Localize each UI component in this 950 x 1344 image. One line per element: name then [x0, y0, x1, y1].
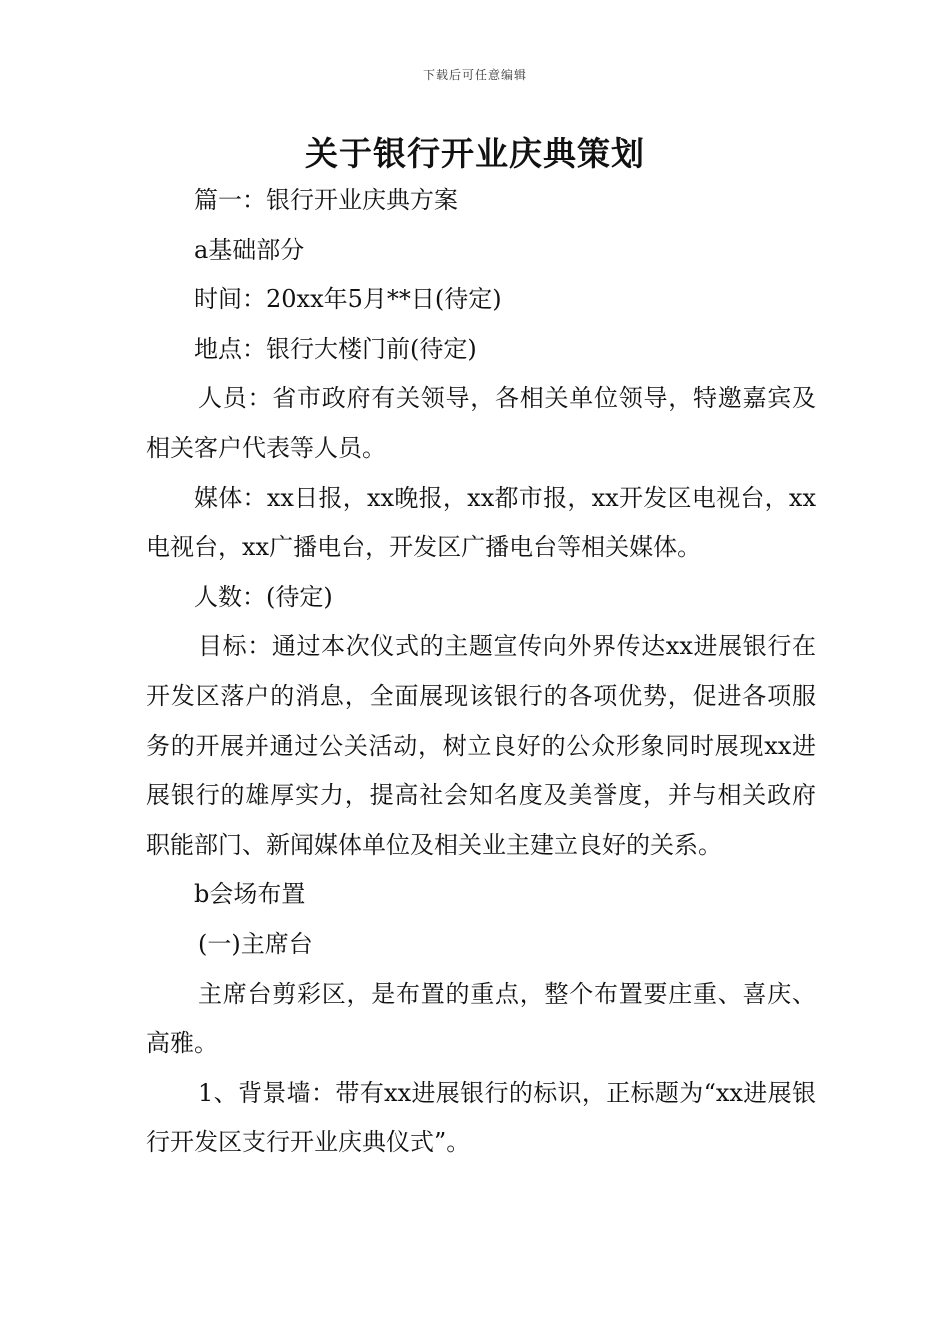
paragraph-media: 媒体：xx日报，xx晚报，xx都市报，xx开发区电视台，xx电视台，xx广播电台，开发区广播电台等相关媒体。: [146, 483, 816, 562]
subsection-heading: a基础部分: [194, 235, 305, 264]
document-body: [146, 176, 816, 1168]
subsection-heading: b会场布置: [194, 880, 306, 909]
paragraph-location: 地点：银行大楼门前(待定): [194, 334, 477, 363]
paragraph-attendees: 人员：省市政府有关领导，各相关单位领导，特邀嘉宾及相关客户代表等人员。: [146, 384, 816, 462]
paragraph-headcount: 人数：(待定): [194, 582, 333, 611]
paragraph-goal: 目标：通过本次仪式的主题宣传向外界传达xx进展银行在开发区落户的消息，全面展现该银行的各项优势，促进各项服务的开展并通过公关活动，树立良好的公众形象同时展现xx进展银行的雄厚实力，提高社会知名度及美誉度，并与相关政府职能部门、新闻媒体单位及相关业主建立良好的关系。: [146, 632, 816, 859]
paragraph-time: 时间：20xx年5月**日(待定): [194, 285, 502, 314]
section-heading: 篇一：银行开业庆典方案: [194, 186, 458, 214]
document-title: 关于银行开业庆典策划: [305, 134, 645, 173]
paragraph-backdrop: 1、背景墙：带有xx进展银行的标识，正标题为“xx进展银行开发区支行开业庆典仪式”。: [146, 1078, 816, 1157]
header-note: 下载后可任意编辑: [422, 68, 527, 82]
subsection-heading: (一)主席台: [198, 929, 313, 958]
paragraph-stage: 主席台剪彩区，是布置的重点，整个布置要庄重、喜庆、高雅。: [146, 979, 816, 1058]
